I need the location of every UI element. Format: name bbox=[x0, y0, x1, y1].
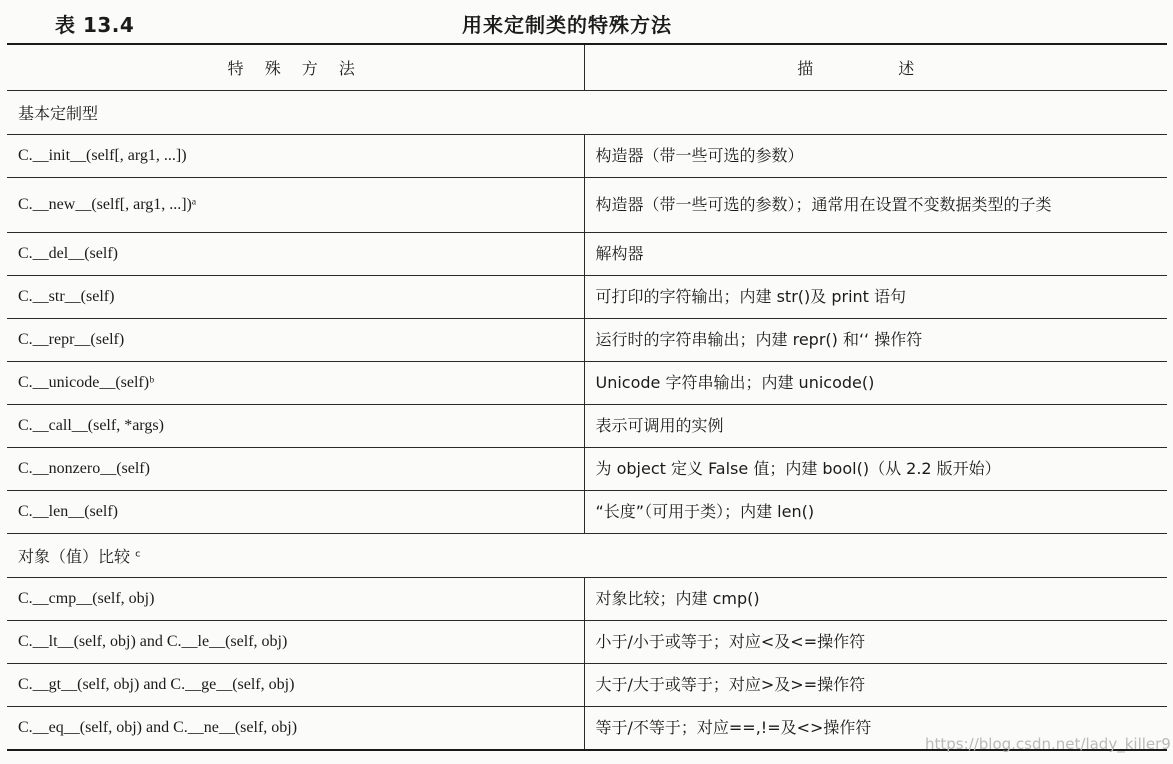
method-cell: C.__len__(self) bbox=[7, 491, 584, 534]
method-cell: C.__del__(self) bbox=[7, 233, 584, 276]
description-cell: 对象比较；内建 cmp() bbox=[584, 578, 1167, 621]
method-cell: C.__new__(self[, arg1, ...])ᵃ bbox=[7, 178, 584, 233]
table-title: 用来定制类的特殊方法 bbox=[462, 13, 672, 37]
description-cell: 解构器 bbox=[584, 233, 1167, 276]
description-cell: 构造器（带一些可选的参数）；通常用在设置不变数据类型的子类 bbox=[584, 178, 1167, 233]
description-cell: 表示可调用的实例 bbox=[584, 405, 1167, 448]
method-cell: C.__lt__(self, obj) and C.__le__(self, obj) bbox=[7, 621, 584, 664]
method-cell: C.__str__(self) bbox=[7, 276, 584, 319]
table-caption bbox=[0, 0, 1173, 42]
table-row bbox=[7, 664, 1167, 707]
description-cell: 构造器（带一些可选的参数） bbox=[584, 135, 1167, 178]
method-cell: C.__repr__(self) bbox=[7, 319, 584, 362]
section-row bbox=[7, 534, 1167, 578]
table-row bbox=[7, 362, 1167, 405]
table-row bbox=[7, 578, 1167, 621]
table-row bbox=[7, 178, 1167, 233]
section-row bbox=[7, 91, 1167, 135]
column-header-method: 特 殊 方 法 bbox=[7, 44, 584, 91]
description-cell: 大于/大于或等于；对应>及>=操作符 bbox=[584, 664, 1167, 707]
section-title: 基本定制型 bbox=[7, 91, 1167, 135]
column-header-description: 描 述 bbox=[584, 44, 1167, 91]
method-cell: C.__gt__(self, obj) and C.__ge__(self, obj) bbox=[7, 664, 584, 707]
special-methods-table bbox=[7, 43, 1167, 751]
table-row bbox=[7, 621, 1167, 664]
method-cell: C.__nonzero__(self) bbox=[7, 448, 584, 491]
table-number: 表 13.4 bbox=[55, 13, 135, 37]
watermark-text: https://blog.csdn.net/lady_killer9 bbox=[925, 735, 1171, 753]
table-row bbox=[7, 405, 1167, 448]
description-cell: 小于/小于或等于；对应<及<=操作符 bbox=[584, 621, 1167, 664]
table-row bbox=[7, 233, 1167, 276]
method-cell: C.__eq__(self, obj) and C.__ne__(self, obj) bbox=[7, 707, 584, 750]
description-cell: 可打印的字符输出；内建 str()及 print 语句 bbox=[584, 276, 1167, 319]
description-cell: 等于/不等于；对应==,!=及<>操作符 bbox=[584, 707, 1167, 750]
table-row bbox=[7, 135, 1167, 178]
method-cell: C.__cmp__(self, obj) bbox=[7, 578, 584, 621]
method-cell: C.__call__(self, *args) bbox=[7, 405, 584, 448]
method-cell: C.__init__(self[, arg1, ...]) bbox=[7, 135, 584, 178]
method-cell: C.__unicode__(self)ᵇ bbox=[7, 362, 584, 405]
table-row bbox=[7, 448, 1167, 491]
table-row bbox=[7, 319, 1167, 362]
section-title: 对象（值）比较 ᶜ bbox=[7, 534, 1167, 578]
description-cell: “长度”（可用于类）；内建 len() bbox=[584, 491, 1167, 534]
table-row bbox=[7, 491, 1167, 534]
description-cell: 运行时的字符串输出；内建 repr() 和‘‘ 操作符 bbox=[584, 319, 1167, 362]
description-cell: Unicode 字符串输出；内建 unicode() bbox=[584, 362, 1167, 405]
table-row bbox=[7, 276, 1167, 319]
description-cell: 为 object 定义 False 值；内建 bool()（从 2.2 版开始） bbox=[584, 448, 1167, 491]
